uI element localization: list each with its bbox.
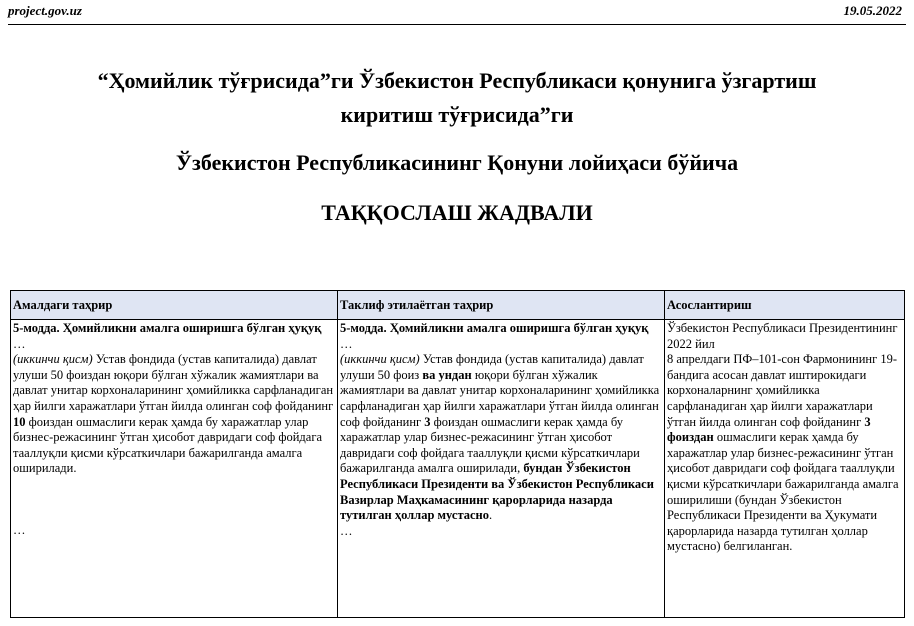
ellipsis: … (13, 522, 26, 537)
part-label: (иккинчи қисм) (340, 352, 420, 367)
header-divider (8, 24, 906, 25)
title-line-1: “Ҳомийлик тўғрисида”ги Ўзбекистон Республикаси қонунига ўзгартиш (97, 68, 817, 93)
article-text: (иккинчи қисм) Устав фондида (устав капиталида) давлат улуши 50 фоиз ва ундан юқори бўлган хўжалик жамиятлари ва давлат унитар корхоналарининг ҳомийликка сарфланадиган ҳар йилги харажатлари ўтган йилда олинган соф фойданинг 3 фоиздан ошмаслиги керак ҳамда бу харажатлар улар бизнес-режасининг ўтган ҳисобот давридаги соф фойдага тааллуқли қисми кўрсаткичлари бажарилганда амалга оширилади, бундан Ўзбекистон Республикаси Президенти ва Ўзбекистон Республикаси Вазирлар Маҳкамасининг қарорларида назарда тутилган ҳоллар мустасно. (340, 352, 660, 523)
table-row (11, 320, 905, 618)
cell-current-edition (11, 320, 338, 618)
cell-proposed-edition (338, 320, 665, 618)
ellipsis: … (340, 336, 353, 351)
cell-justification (665, 320, 905, 618)
site-label: project.gov.uz (8, 3, 82, 18)
document-subtitle: Ўзбекистон Республикасининг Қонуни лойиҳаси бўйича (175, 150, 739, 175)
table-header-row (11, 291, 905, 320)
header-proposed-edition: Таклиф этилаётган таҳрир (338, 291, 665, 320)
header-justification: Асослантириш (665, 291, 905, 320)
comparison-table (10, 290, 905, 618)
justification-text: 8 апрелдаги ПФ–101-сон Фармонининг 19-бандига асосан давлат иштирокидаги корхоналарнинг ҳомийликка сарфланадиган ҳар йилги харажатлари ўтган йилда олинган соф фойданинг 3 фоиздан ошмаслиги керак ҳамда бу харажатлар улар бизнес-режасининг ўтган ҳисобот давридаги соф фойдага тааллуқли қисми кўрсаткичлари бажарилганда амалга оширилиши (бундан Ўзбекистон Республикаси Президенти ва Ҳукумати қарорларида назарда тутилган ҳоллар мустасно) белгиланган. (667, 352, 899, 554)
part-label: (иккинчи қисм) (13, 352, 93, 367)
ellipsis: … (13, 336, 26, 351)
article-title: 5-модда. Ҳомийликни амалга оширишга бўлган ҳуқуқ (13, 321, 322, 335)
document-title (0, 64, 914, 132)
article-text: (иккинчи қисм) Устав фондида (устав капиталида) давлат улуши 50 фоиздан юқори бўлган хўжалик жамиятлари ва давлат унитар корхоналарининг ҳомийликка сарфланадиган ҳар йилги харажатлари ўтган йилда олинган соф фойданинг 10 фоиздан ошмаслиги керак ҳамда бу харажатлар улар бизнес-режасининг ўтган ҳисобот давридаги соф фойдага тааллуқли қисми кўрсаткичлари бажарилганда амалга оширилади. (13, 352, 334, 476)
title-line-2: киритиш тўғрисида”ги (340, 102, 574, 127)
document-main-heading: ТАҚҚОСЛАШ ЖАДВАЛИ (321, 200, 593, 225)
header-current-edition: Амалдаги таҳрир (11, 291, 338, 320)
date-label: 19.05.2022 (843, 3, 902, 18)
justification-line: Ўзбекистон Республикаси Президентининг 2022 йил (667, 321, 898, 351)
ellipsis: … (340, 523, 353, 538)
article-title: 5-модда. Ҳомийликни амалга оширишга бўлган ҳуқуқ (340, 321, 649, 335)
